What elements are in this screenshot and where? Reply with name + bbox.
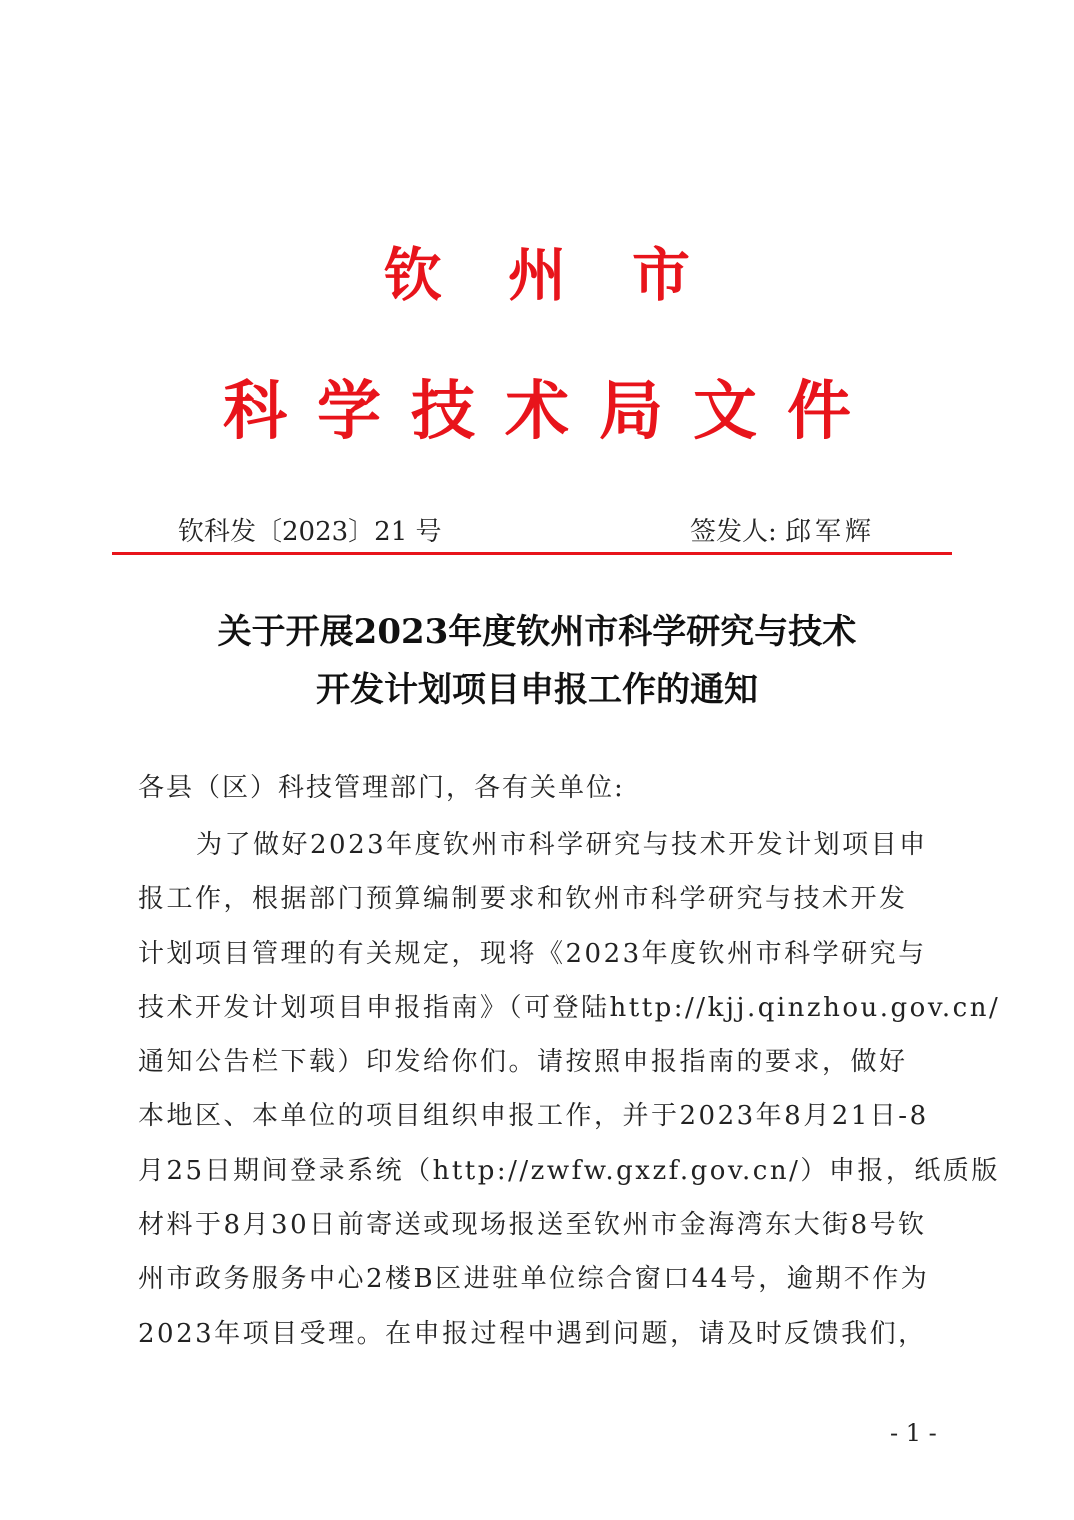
notice-title xyxy=(0,603,1074,719)
page-number: - 1 - xyxy=(890,1419,937,1447)
document-number: 钦科发〔2023〕21 号 xyxy=(178,517,442,547)
salutation: 各县（区）科技管理部门，各有关单位: xyxy=(138,773,625,803)
body-line: 报工作，根据部门预算编制要求和钦州市科学研究与技术开发 xyxy=(138,884,908,915)
body-line: 为了做好2023年度钦州市科学研究与技术开发计划项目申 xyxy=(196,830,928,860)
body-line: 技术开发计划项目申报指南》（可登陆http://kjj.qinzhou.gov.cn/ xyxy=(138,992,1001,1023)
notice-title-line: 开发计划项目申报工作的通知 xyxy=(316,670,758,710)
body-line: 计划项目管理的有关规定，现将《2023年度钦州市科学研究与 xyxy=(138,938,927,969)
signer xyxy=(690,514,875,550)
body-line: 通知公告栏下载）印发给你们。请按照申报指南的要求，做好 xyxy=(138,1047,908,1078)
signer-label: 签发人: xyxy=(690,517,777,547)
body-line: 本地区、本单位的项目组织申报工作，并于2023年8月21日-8 xyxy=(138,1101,929,1132)
header-divider xyxy=(112,552,952,555)
issuing-bureau-heading: 科学技术局文件 xyxy=(223,375,881,449)
body-line: 月25日期间登录系统（http://zwfw.gxzf.gov.cn/）申报，纸质版 xyxy=(138,1155,1000,1186)
body-paragraph xyxy=(138,818,1001,1361)
signer-name: 邱军辉 xyxy=(785,517,876,547)
issuing-city: 钦州市 xyxy=(383,241,756,309)
notice-title-line: 关于开展2023年度钦州市科学研究与技术 xyxy=(217,612,857,652)
body-line: 州市政务服务中心2楼B区进驻单位综合窗口44号，逾期不作为 xyxy=(138,1264,930,1295)
body-line: 2023年项目受理。在申报过程中遇到问题，请及时反馈我们， xyxy=(138,1318,927,1349)
body-line: 材料于8月30日前寄送或现场报送至钦州市金海湾东大街8号钦 xyxy=(138,1210,927,1241)
